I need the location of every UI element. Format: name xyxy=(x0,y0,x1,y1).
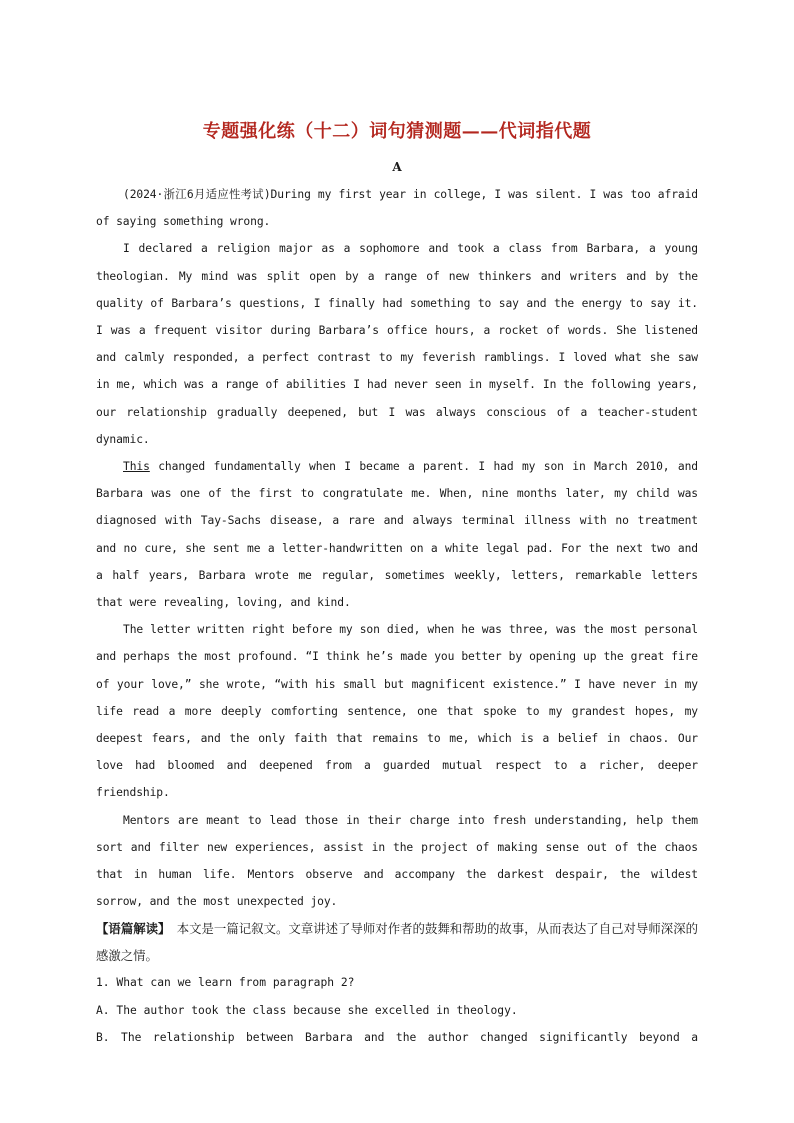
passage-paragraph-1: (2024·浙江6月适应性考试)During my first year in college, I was silent. I was too afraid of saying something wrong. xyxy=(96,188,698,229)
option-b: B. The relationship between Barbara and the author changed significantly beyond a xyxy=(96,1031,698,1045)
document-page xyxy=(96,118,698,1052)
passage-paragraph-4: The letter written right before my son died, when he was three, was the most personal and perhaps the most profound. “I think he’s made you better by opening up the great fire of your love,” she wrote, “with his small but magnificent existence.” I have never in my life read a more deeply comforting sentence, one that spoke to my grandest hopes, my deepest fears, and the only faith that remains to me, which is a belief in chaos. Our love had bloomed and deepened from a guarded mutual respect to a richer, deeper friendship. xyxy=(96,623,698,800)
question-stem: 1. What can we learn from paragraph 2? xyxy=(96,976,355,990)
analysis-text: 本文是一篇记叙文。文章讲述了导师对作者的鼓舞和帮助的故事，从而表达了自己对导师深深的感激之情。 xyxy=(96,921,698,964)
passage-paragraph-5: Mentors are meant to lead those in their charge into fresh understanding, help them sort and filter new experiences, assist in the project of making sense out of the chaos that in human life. Mentors observe and accompany the darkest despair, the wildest sorrow, and the most unexpected joy. xyxy=(96,813,698,909)
passage-paragraph-3 xyxy=(96,453,698,616)
discourse-analysis xyxy=(96,915,698,969)
passage-paragraph-2: I declared a religion major as a sophomore and took a class from Barbara, a young theologian. My mind was split open by a range of new thinkers and writers and by the quality of Barbara’s questions, I finally had something to say and the energy to say it. I was a frequent visitor during Barbara’s office hours, a rocket of words. She listened and calmly responded, a perfect contrast to my feverish ramblings. I loved what she saw in me, which was a range of abilities I had never seen in myself. In the following years, our relationship gradually deepened, but I was always conscious of a teacher-student dynamic. xyxy=(96,242,698,446)
underlined-pronoun: This xyxy=(123,460,150,474)
section-label: A xyxy=(392,160,402,174)
page-title: 专题强化练（十二）词句猜测题——代词指代题 xyxy=(202,121,592,142)
option-a: A. The author took the class because she excelled in theology. xyxy=(96,1003,518,1017)
passage-paragraph-3-text: changed fundamentally when I became a parent. I had my son in March 2010, and Barbara was one of the first to congratulate me. When, nine months later, my child was diagnosed with Tay-Sachs disease, a rare and always terminal illness with no treatment and no cure, she sent me a letter-handwritten on a white legal pad. For the next two and a half years, Barbara wrote me regular, sometimes weekly, letters, remarkable letters that were revealing, loving, and kind. xyxy=(96,460,698,610)
analysis-tag: 【语篇解读】 xyxy=(96,921,165,937)
